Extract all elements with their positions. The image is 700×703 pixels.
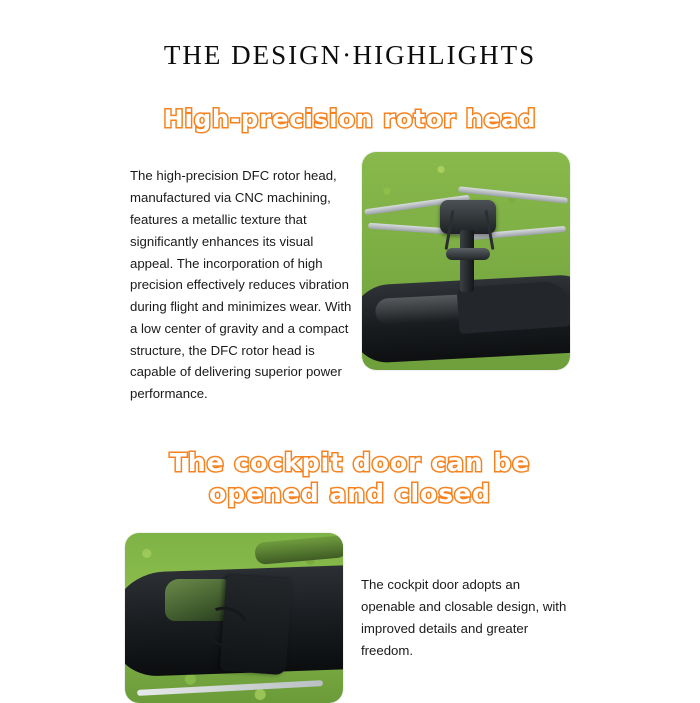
page-title-part2: HIGHLIGHTS [352,40,537,70]
section-heading-rotor-head: High-precision rotor head [163,105,537,133]
section-body-rotor-head: The high-precision DFC rotor head, manufactured via CNC machining, features a metallic texture that significantly enhances its visual appeal. The incorporation of high precision effectively reduces vibration during flight and minimizes wear. With a low center of gravity and a compact structure, the DFC rotor head is capable of delivering superior power performance. [130,168,352,402]
section-heading-line2: opened and closed [209,478,491,508]
rotor-head-image [362,152,570,370]
page-title-part1: THE DESIGN [163,40,343,70]
swashplate-shape [446,248,490,260]
section-block-rotor-head [0,134,700,418]
section-heading-cockpit-door [0,418,700,509]
page-title [0,0,700,71]
section-body-cockpit-door: The cockpit door adopts an openable and closable design, with improved details and greater freedom. [361,577,567,658]
cockpit-door-image [125,533,343,703]
rotor-shaft-shape [460,230,474,292]
section-heading-line1: The cockpit door can be [169,448,531,478]
section-block-cockpit-door [0,509,700,703]
page-title-separator: · [342,40,353,70]
